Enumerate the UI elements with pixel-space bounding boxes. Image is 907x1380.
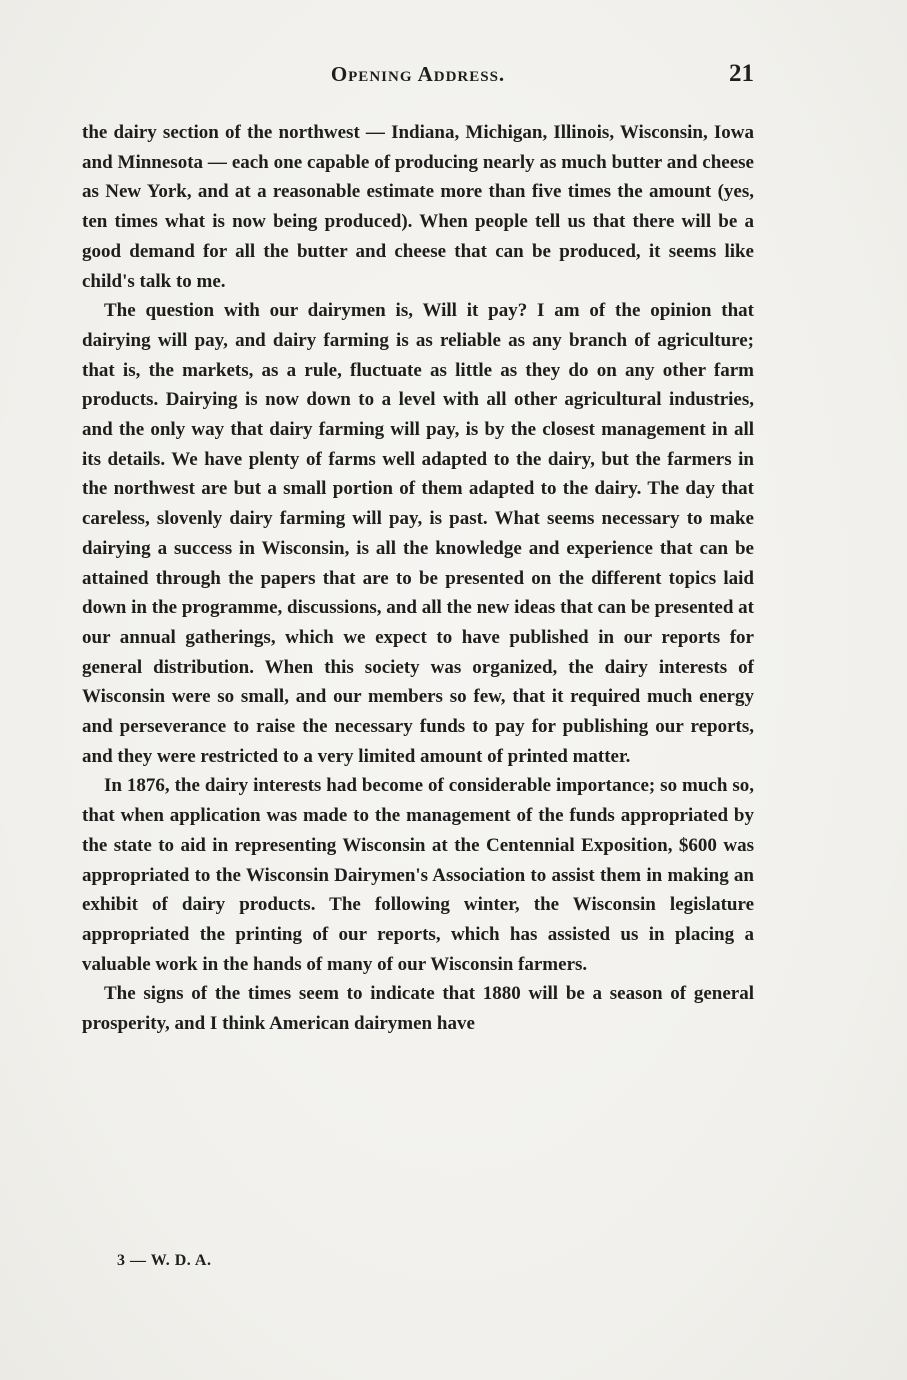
body-text	[82, 118, 754, 1039]
paragraph-1876: In 1876, the dairy interests had become of considerable importance; so much so, that when application was made to the management of the funds appropriated by the state to aid in representing Wisconsin at the Centennial Exposition, $600 was appropriated to the Wisconsin Dairymen's Association to assist them in making an exhibit of dairy products. The following winter, the Wisconsin legislature appropriated the printing of our reports, which has assisted us in placing a valuable work in the hands of many of our Wisconsin farmers.	[82, 775, 754, 975]
paragraph-continuation: the dairy section of the northwest — Indiana, Michigan, Illinois, Wisconsin, Iowa and Minnesota — each one capable of producing nearly as much butter and cheese as New York, and at a reasonable estimate more than five times the amount (yes, ten times what is now being produced). When people tell us that there will be a good demand for all the butter and cheese that can be produced, it seems like child's talk to me.	[82, 122, 754, 292]
page-header	[82, 60, 754, 94]
running-title: Opening Address.	[330, 62, 506, 86]
paragraph-1880: The signs of the times seem to indicate that 1880 will be a season of general prosperity, and I think American dairymen have	[82, 983, 754, 1035]
paragraph-will-it-pay: The question with our dairymen is, Will it pay? I am of the opinion that dairying will pay, and dairy farming is as reliable as any branch of agriculture; that is, the markets, as a rule, fluctuate as little as they do on any other farm products. Dairying is now down to a level with all other agricultural industries, and the only way that dairy farming will pay, is by the closest management in all its details. We have plenty of farms well adapted to the dairy, but the farmers in the northwest are but a small portion of them adapted to the dairy. The day that careless, slovenly dairy farming will pay, is past. What seems necessary to make dairying a success in Wisconsin, is all the knowledge and experience that can be attained through the papers that are to be presented on the different topics laid down in the programme, discussions, and all the new ideas that can be presented at our annual gatherings, which we expect to have published in our reports for general distribution. When this society was organized, the dairy interests of Wisconsin were so small, and our members so few, that it required much energy and perseverance to raise the necessary funds to pay for publishing our reports, and they were restricted to a very limited amount of printed matter.	[82, 300, 754, 767]
page-number: 21	[729, 60, 754, 87]
signature-mark: 3 — W. D. A.	[117, 1252, 212, 1269]
